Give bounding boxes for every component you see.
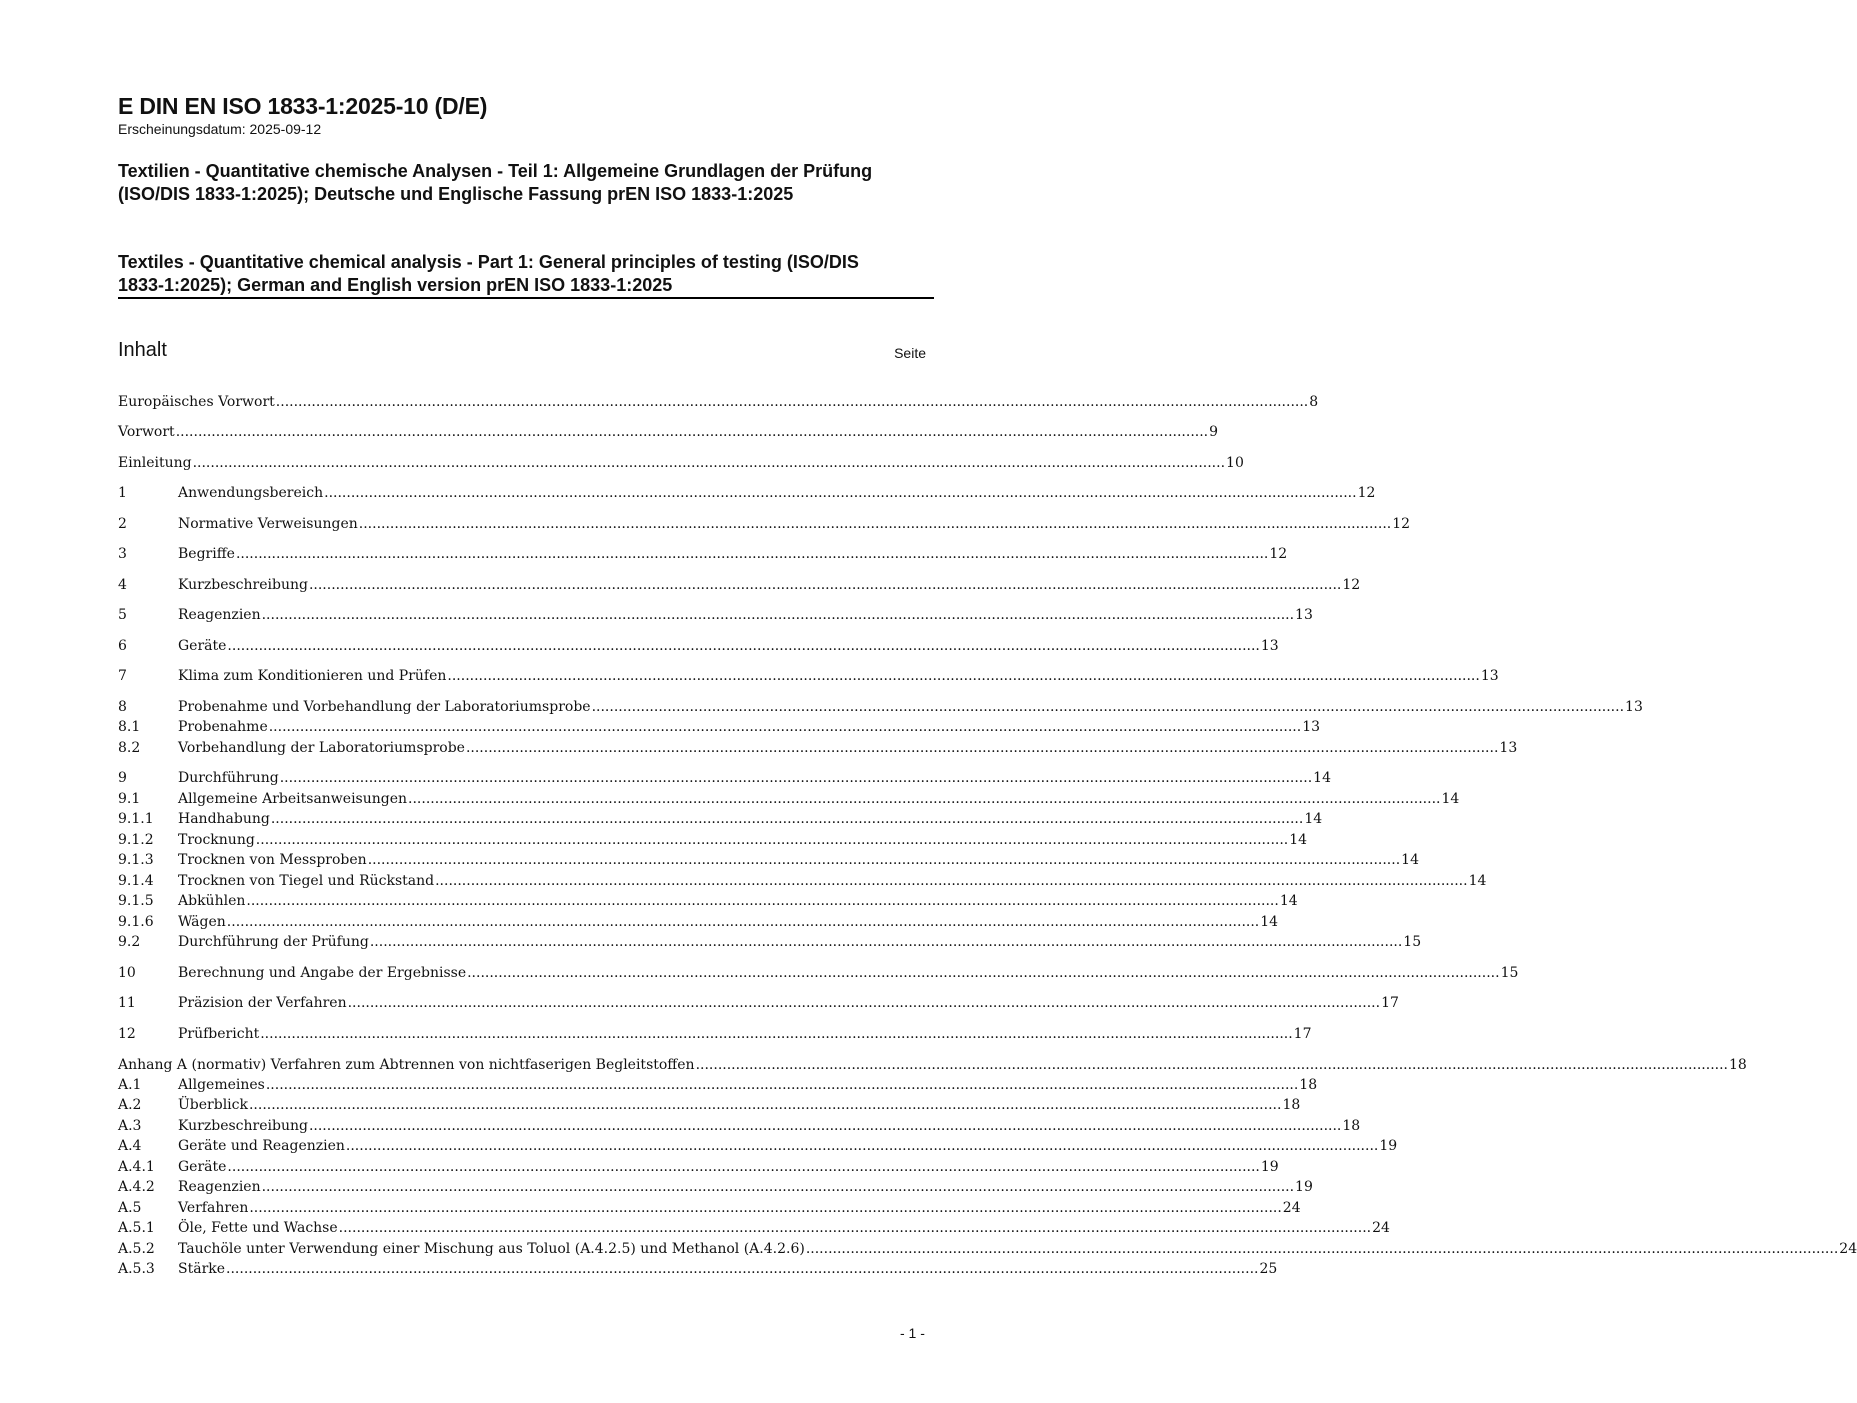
toc-entry-label: Anwendungsbereich — [178, 485, 324, 501]
toc-entry[interactable] — [118, 1118, 1361, 1138]
toc-dot-leader — [262, 1179, 1294, 1195]
toc-entry[interactable] — [118, 770, 1331, 790]
toc-entry[interactable] — [118, 893, 1298, 913]
toc-entry-label: Reagenzien — [178, 607, 261, 623]
toc-dot-leader — [339, 1220, 1371, 1236]
toc-entry[interactable] — [118, 811, 1323, 831]
toc-entry[interactable] — [118, 852, 1419, 872]
toc-entry[interactable] — [118, 740, 1518, 760]
toc-entry-page: 14 — [1401, 852, 1419, 868]
toc-entry[interactable] — [118, 995, 1399, 1015]
toc-entry[interactable] — [118, 455, 1244, 475]
toc-dot-leader — [348, 995, 1380, 1011]
toc-entry[interactable] — [118, 1138, 1398, 1158]
toc-entry-page: 18 — [1342, 1118, 1361, 1134]
toc-entry-number: A.5.2 — [118, 1241, 155, 1257]
toc-entry[interactable] — [118, 719, 1321, 739]
toc-dot-leader — [193, 455, 1225, 471]
toc-entry[interactable] — [118, 577, 1361, 597]
toc-entry-number: A.1 — [118, 1077, 142, 1093]
toc-entry-page: 14 — [1468, 873, 1487, 889]
toc-entry-label: Geräte — [178, 1159, 227, 1175]
toc-entry-label: Reagenzien — [178, 1179, 261, 1195]
toc-dot-leader — [324, 485, 1356, 501]
toc-entry[interactable] — [118, 1026, 1312, 1046]
toc-entry-label: Präzision der Verfahren — [178, 995, 347, 1011]
toc-entry-number: 12 — [118, 1026, 136, 1042]
toc-entry[interactable] — [118, 1077, 1318, 1097]
toc-entry-page: 12 — [1392, 516, 1411, 532]
toc-entry-number: 3 — [118, 546, 127, 562]
toc-entry-number: A.5 — [118, 1200, 142, 1216]
toc-entry[interactable] — [118, 1220, 1390, 1240]
toc-entry-page: 13 — [1499, 740, 1518, 756]
toc-entry-number: A.4.1 — [118, 1159, 155, 1175]
toc-entry-page: 12 — [1269, 546, 1288, 562]
toc-entry-page: 14 — [1313, 770, 1331, 786]
toc-dot-leader — [467, 965, 1499, 981]
document-id: E DIN EN ISO 1833-1:2025-10 (D/E) — [118, 93, 488, 119]
toc-entry-page: 19 — [1295, 1179, 1313, 1195]
toc-entry-page: 13 — [1260, 638, 1279, 654]
toc-entry-label: Anhang A (normativ) Verfahren zum Abtrennen von nichtfaserigen Begleitstoffen — [118, 1057, 695, 1073]
toc-dot-leader — [236, 546, 1268, 562]
toc-dot-leader — [246, 893, 1278, 909]
toc-entry-number: 9.1.3 — [118, 852, 154, 868]
toc-entry-page: 14 — [1441, 791, 1460, 807]
toc-dot-leader — [249, 1200, 1281, 1216]
toc-entry-label: Tauchöle unter Verwendung einer Mischung aus Toluol (A.4.2.5) und Methanol (A.4.2.6) — [178, 1241, 805, 1257]
publication-date: Erscheinungsdatum: 2025-09-12 — [118, 121, 322, 137]
toc-entry[interactable] — [118, 668, 1499, 688]
toc-entry-label: Trocknen von Messproben — [178, 852, 367, 868]
document-page — [118, 0, 1857, 1403]
toc-entry-page: 10 — [1226, 455, 1244, 471]
toc-dot-leader — [359, 516, 1391, 532]
toc-entry-label: Berechnung und Angabe der Ergebnisse — [178, 965, 467, 981]
toc-dot-leader — [435, 873, 1467, 889]
toc-dot-leader — [280, 770, 1312, 786]
toc-entry-page: 18 — [1299, 1077, 1318, 1093]
toc-entry-number: A.2 — [118, 1097, 142, 1113]
toc-heading: Inhalt — [118, 339, 167, 361]
toc-entry-page: 24 — [1839, 1241, 1857, 1257]
page-number: - 1 - — [900, 1325, 925, 1341]
toc-entry[interactable] — [118, 485, 1376, 505]
toc-entry-number: A.5.1 — [118, 1220, 155, 1236]
toc-entry[interactable] — [118, 791, 1460, 811]
toc-entry-label: Begriffe — [178, 546, 235, 562]
toc-entry-label: Kurzbeschreibung — [178, 577, 308, 593]
toc-page-column-label: Seite — [894, 345, 926, 361]
toc-dot-leader — [346, 1138, 1378, 1154]
toc-dot-leader — [226, 1261, 1258, 1277]
toc-entry[interactable] — [118, 1179, 1313, 1199]
toc-entry-label: Probenahme und Vorbehandlung der Laboratoriumsprobe — [178, 699, 591, 715]
toc-dot-leader — [249, 1097, 1281, 1113]
toc-entry-number: 8 — [118, 699, 127, 715]
toc-entry-page: 25 — [1259, 1261, 1278, 1277]
toc-entry[interactable] — [118, 394, 1319, 414]
toc-entry-page: 15 — [1403, 934, 1422, 950]
toc-entry-number: 9.1.2 — [118, 832, 154, 848]
toc-entry-label: Europäisches Vorwort — [118, 394, 275, 410]
toc-entry-page: 19 — [1260, 1159, 1279, 1175]
toc-entry[interactable] — [118, 914, 1279, 934]
toc-dot-leader — [408, 791, 1440, 807]
toc-entry-page: 8 — [1309, 394, 1319, 410]
toc-entry[interactable] — [118, 873, 1487, 893]
toc-entry-number: 9.1.1 — [118, 811, 154, 827]
toc-entry-number: 4 — [118, 577, 127, 593]
toc-entry[interactable] — [118, 1261, 1278, 1281]
toc-entry-number: A.5.3 — [118, 1261, 155, 1277]
toc-entry-number: 1 — [118, 485, 127, 501]
toc-entry-label: Trocknen von Tiegel und Rückstand — [178, 873, 435, 889]
toc-dot-leader — [256, 832, 1288, 848]
toc-entry-page: 24 — [1372, 1220, 1390, 1236]
toc-dot-leader — [266, 1077, 1298, 1093]
toc-entry-number: 7 — [118, 668, 127, 684]
toc-entry-number: 9.1.5 — [118, 893, 154, 909]
toc-entry-label: Normative Verweisungen — [178, 516, 358, 532]
toc-entry-page: 13 — [1295, 607, 1313, 623]
toc-entry-page: 18 — [1282, 1097, 1301, 1113]
toc-dot-leader — [447, 668, 1479, 684]
toc-entry-number: 9.1.4 — [118, 873, 154, 889]
toc-entry-label: Durchführung — [178, 770, 279, 786]
toc-dot-leader — [370, 934, 1402, 950]
toc-dot-leader — [227, 914, 1259, 930]
toc-entry-number: 6 — [118, 638, 127, 654]
toc-entry[interactable] — [118, 516, 1411, 536]
toc-entry-label: Wägen — [178, 914, 226, 930]
toc-entry[interactable] — [118, 424, 1219, 444]
toc-entry-label: Prüfbericht — [178, 1026, 260, 1042]
toc-entry-page: 14 — [1279, 893, 1298, 909]
toc-entry-label: Kurzbeschreibung — [178, 1118, 308, 1134]
toc-dot-leader — [269, 719, 1301, 735]
toc-dot-leader — [260, 1026, 1292, 1042]
toc-entry-page: 13 — [1302, 719, 1321, 735]
toc-entry-label: Handhabung — [178, 811, 270, 827]
toc-dot-leader — [227, 638, 1259, 654]
toc-entry[interactable] — [118, 699, 1643, 719]
toc-entry-page: 12 — [1342, 577, 1361, 593]
toc-entry-label: Vorbehandlung der Laboratoriumsprobe — [178, 740, 465, 756]
toc-entry-label: Einleitung — [118, 455, 192, 471]
toc-entry-page: 14 — [1289, 832, 1308, 848]
toc-dot-leader — [227, 1159, 1259, 1175]
toc-entry[interactable] — [118, 832, 1308, 852]
toc-entry[interactable] — [118, 1159, 1279, 1179]
toc-dot-leader — [276, 394, 1308, 410]
toc-dot-leader — [696, 1057, 1728, 1073]
toc-entry-number: 8.1 — [118, 719, 141, 735]
toc-dot-leader — [592, 699, 1624, 715]
toc-dot-leader — [271, 811, 1303, 827]
toc-entry-label: Geräte — [178, 638, 227, 654]
toc-entry-label: Öle, Fette und Wachse — [178, 1220, 338, 1236]
toc-entry[interactable] — [118, 1241, 1857, 1261]
toc-entry[interactable] — [118, 1097, 1301, 1117]
toc-entry[interactable] — [118, 934, 1422, 954]
toc-entry[interactable] — [118, 546, 1288, 566]
toc-entry-label: Vorwort — [118, 424, 175, 440]
toc-dot-leader — [806, 1241, 1838, 1257]
toc-entry-page: 9 — [1209, 424, 1219, 440]
toc-entry-number: 10 — [118, 965, 136, 981]
toc-entry-label: Überblick — [178, 1097, 248, 1113]
toc-entry-label: Klima zum Konditionieren und Prüfen — [178, 668, 447, 684]
toc-entry-page: 18 — [1729, 1057, 1747, 1073]
toc-entry[interactable] — [118, 638, 1279, 658]
toc-dot-leader — [309, 1118, 1341, 1134]
toc-entry-page: 13 — [1625, 699, 1643, 715]
toc-entry-label: Probenahme — [178, 719, 268, 735]
toc-entry-number: 9.1.6 — [118, 914, 154, 930]
toc-entry-number: A.3 — [118, 1118, 142, 1134]
toc-entry-number: 11 — [118, 995, 136, 1011]
toc-entry-number: 9.1 — [118, 791, 141, 807]
toc-entry-number: 9.2 — [118, 934, 141, 950]
toc-entry-label: Durchführung der Prüfung — [178, 934, 369, 950]
toc-entry-label: Allgemeine Arbeitsanweisungen — [178, 791, 408, 807]
toc-entry-number: A.4.2 — [118, 1179, 155, 1195]
toc-entry[interactable] — [118, 607, 1313, 627]
toc-entry-page: 17 — [1381, 995, 1399, 1011]
toc-entry-number: 2 — [118, 516, 127, 532]
toc-dot-leader — [262, 607, 1294, 623]
toc-entry-label: Geräte und Reagenzien — [178, 1138, 345, 1154]
toc-dot-leader — [176, 424, 1208, 440]
toc-entry-number: 9 — [118, 770, 127, 786]
toc-entry-label: Verfahren — [178, 1200, 249, 1216]
header-divider — [118, 297, 934, 299]
toc-entry-label: Allgemeines — [178, 1077, 265, 1093]
toc-entry-label: Stärke — [178, 1261, 226, 1277]
toc-entry[interactable] — [118, 965, 1519, 985]
toc-dot-leader — [368, 852, 1400, 868]
toc-entry-label: Abkühlen — [178, 893, 246, 909]
toc-entry[interactable] — [118, 1057, 1747, 1077]
toc-entry-page: 24 — [1282, 1200, 1301, 1216]
toc-entry-page: 15 — [1500, 965, 1519, 981]
toc-entry[interactable] — [118, 1200, 1301, 1220]
toc-entry-number: A.4 — [118, 1138, 142, 1154]
toc-entry-number: 5 — [118, 607, 127, 623]
toc-dot-leader — [309, 577, 1341, 593]
toc-entry-page: 12 — [1357, 485, 1376, 501]
title-english: Textiles - Quantitative chemical analysis - Part 1: General principles of testing (ISO/DIS 1833-1:2025); German and English version prEN ISO 1833-1:2025 — [118, 252, 859, 295]
toc-entry-page: 19 — [1379, 1138, 1398, 1154]
toc-entry-page: 17 — [1293, 1026, 1312, 1042]
toc-entry-page: 14 — [1260, 914, 1279, 930]
toc-entry-label: Trocknung — [178, 832, 255, 848]
toc-entry-page: 13 — [1480, 668, 1499, 684]
toc-entry-number: 8.2 — [118, 740, 141, 756]
title-german: Textilien - Quantitative chemische Analysen - Teil 1: Allgemeine Grundlagen der Prüfung (ISO/DIS 1833-1:2025); Deutsche und Englische Fassung prEN ISO 1833-1:2025 — [118, 161, 873, 204]
toc-dot-leader — [466, 740, 1498, 756]
toc-entry-page: 14 — [1304, 811, 1323, 827]
